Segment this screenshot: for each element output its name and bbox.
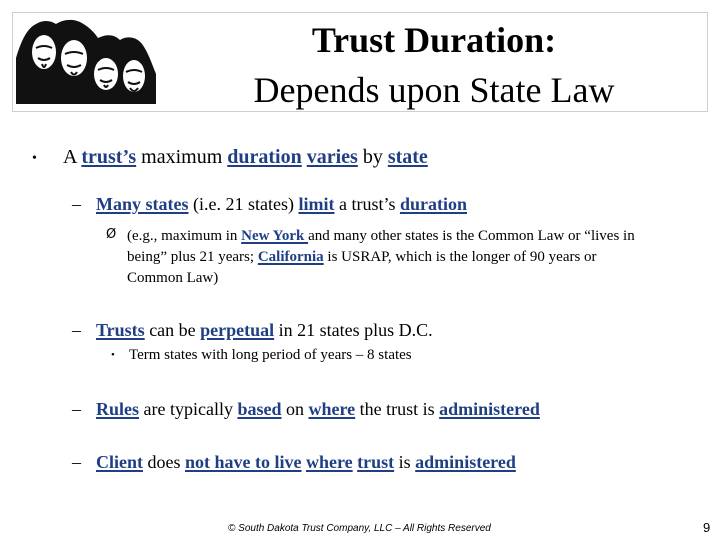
bullet-trust-duration xyxy=(63,146,428,169)
bullet-marker: • xyxy=(32,151,37,166)
text-segment: and many other states is the Common Law or “lives in being” plus 21 years; xyxy=(127,228,635,265)
dash-marker: – xyxy=(72,452,81,472)
link-trusts[interactable]: Trusts xyxy=(96,320,145,340)
link-perpetual[interactable]: perpetual xyxy=(200,320,275,340)
text-segment: does xyxy=(143,452,185,472)
link-many-states[interactable]: Many states xyxy=(96,194,189,214)
link-trust[interactable]: trust xyxy=(357,452,395,472)
dash-marker: – xyxy=(72,399,81,419)
slide-title: Trust Duration: xyxy=(311,20,557,60)
term-states-item: Term states with long period of years – 8 states xyxy=(129,347,412,363)
sub-bullet-many-states xyxy=(96,194,467,215)
text-segment: is xyxy=(394,452,416,472)
link-based[interactable]: based xyxy=(237,399,282,419)
link-rules[interactable]: Rules xyxy=(96,399,140,419)
link-state[interactable]: state xyxy=(387,146,428,168)
text-segment: the trust is xyxy=(355,399,440,419)
link-where[interactable]: where xyxy=(308,399,356,419)
dash-marker: – xyxy=(72,320,81,340)
sub-bullet-client xyxy=(96,452,516,473)
link-limit[interactable]: limit xyxy=(298,194,335,214)
sub-bullet-rules xyxy=(96,399,540,420)
text-segment: a trust’s xyxy=(334,194,400,214)
arrow-marker: Ø xyxy=(106,227,117,242)
text-segment: is USRAP, which is the longer of 90 years or Common Law) xyxy=(127,249,597,286)
link-where[interactable]: where xyxy=(306,452,353,472)
copyright-footer: © South Dakota Trust Company, LLC – All Rights Reserved xyxy=(228,523,491,534)
link-new-york[interactable]: New York xyxy=(241,228,309,244)
text-segment: (i.e. 21 states) xyxy=(188,194,299,214)
text-segment: in 21 states plus D.C. xyxy=(274,320,433,340)
text-segment: (e.g., maximum in xyxy=(127,228,242,244)
text-segment: on xyxy=(281,399,309,419)
text-segment: A xyxy=(63,146,82,168)
link-duration[interactable]: duration xyxy=(227,146,302,168)
sub-bullet-perpetual-trusts xyxy=(96,320,433,341)
link-administered[interactable]: administered xyxy=(439,399,540,419)
link-client[interactable]: Client xyxy=(96,452,143,472)
page-number: 9 xyxy=(703,520,711,535)
text-segment: are typically xyxy=(139,399,238,419)
slide-subtitle: Depends upon State Law xyxy=(253,70,615,110)
example-paragraph xyxy=(127,226,647,289)
bullet-marker: • xyxy=(111,349,115,361)
link-varies[interactable]: varies xyxy=(306,146,358,168)
link-administered[interactable]: administered xyxy=(415,452,516,472)
link-trusts[interactable]: trust’s xyxy=(81,146,137,168)
text-segment: maximum xyxy=(136,146,228,168)
link-california[interactable]: California xyxy=(257,249,324,265)
text-segment: can be xyxy=(144,320,201,340)
link-not-have-to-live[interactable]: not have to live xyxy=(185,452,302,472)
dash-marker: – xyxy=(72,194,81,214)
link-duration[interactable]: duration xyxy=(399,194,467,214)
text-segment: by xyxy=(357,146,388,168)
